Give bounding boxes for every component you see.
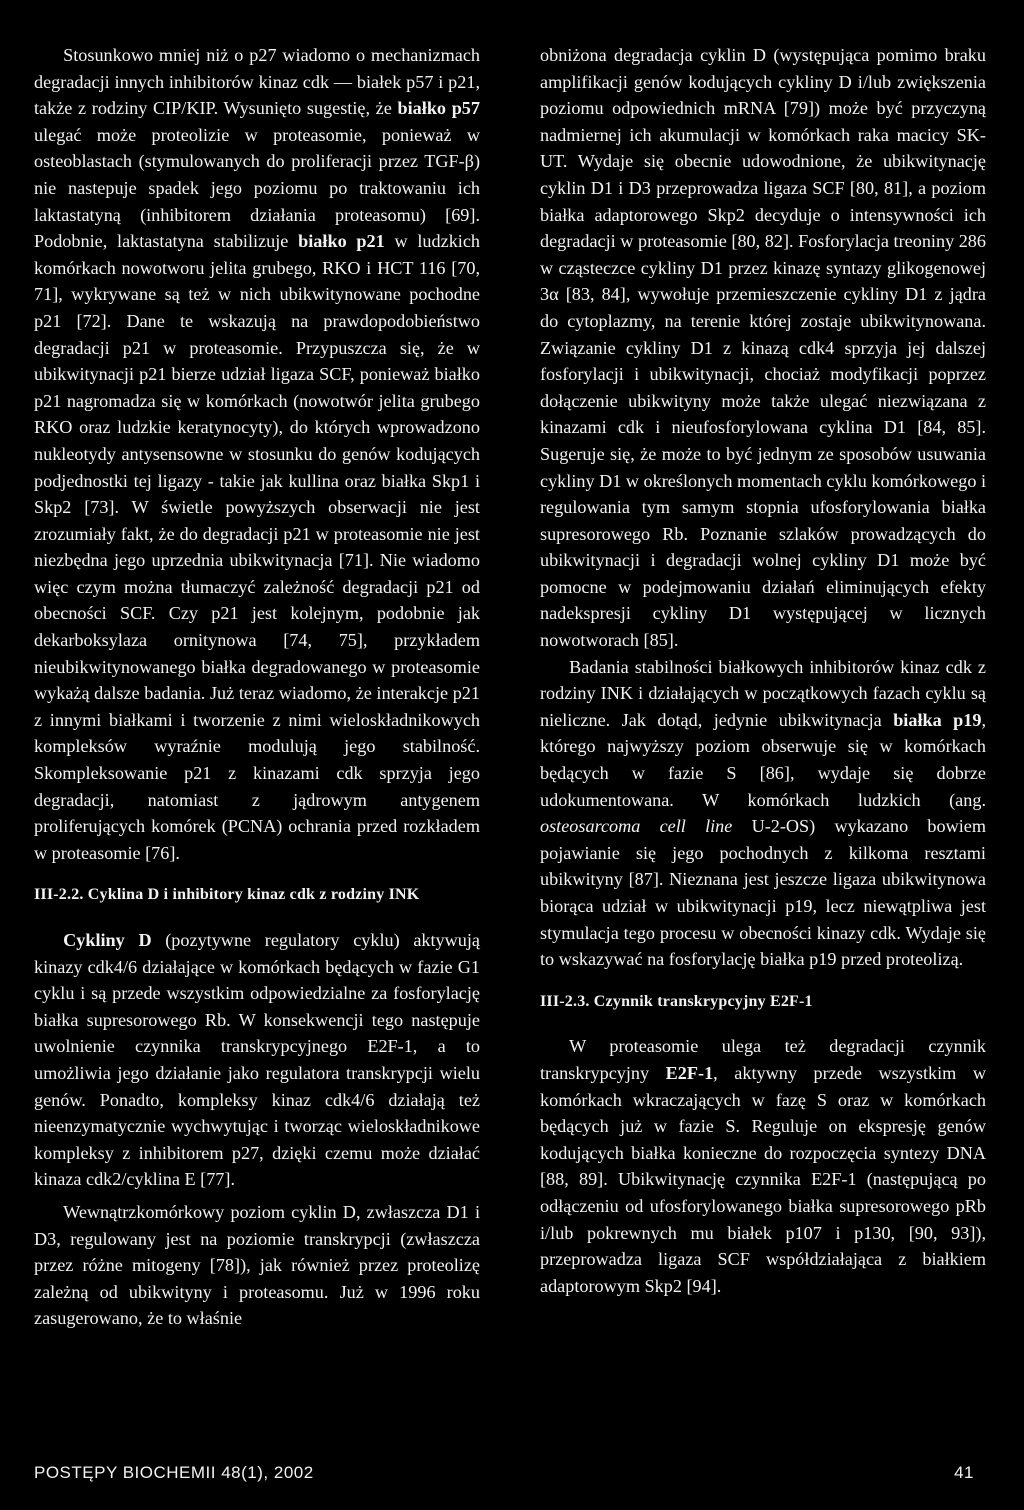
- text-run: U-2-OS) wykazano bowiem pojawianie się jego pochodnych z kilkoma resztami ubikwityny [87]. Nieznana jest jeszcze ligaza ubikwitynowa biorąca udział w ubikwitynacji p19, lecz niewątpliwa jest stymulacja tego procesu w obecności kinazy cdk. Wydaje się to wskazywać na fosforylację białka p19 przed proteolizą.: [540, 816, 986, 970]
- journal-citation: POSTĘPY BIOCHEMII 48(1), 2002: [34, 1463, 314, 1482]
- page-footer: [34, 1463, 974, 1483]
- paragraph-p57-p21: [34, 42, 480, 866]
- text-run: (pozytywne regulatory cyklu) aktywują kinazy cdk4/6 działające w komórkach będących w fazie G1 cyklu i są przede wszystkim odpowiedzialne za fosforylację białka supresorowego Rb. W konsekwencji tego następuje uwolnienie czynnika transkrypcyjnego E2F-1, a to umożliwia jego działanie jako regulatora transkrypcji wielu genów. Ponadto, kompleksy kinaz cdk4/6 działają też nieenzymatycznie wychwytując i tworząc wieloskładnikowe kompleksy z inhibitorem p27, dzięki czemu może działać kinaza cdk2/cyklina E [77].: [34, 930, 480, 1190]
- paragraph-e2f1: [540, 1033, 986, 1299]
- text-run: , aktywny przede wszystkim w komórkach wkraczających w fazę S oraz w komórkach będących już w fazie S. Reguluje on ekspresję genów kodujących białka konieczne do rozpoczęcia syntezy DNA [88, 89]. Ubikwitynację czynnika E2F-1 (następującą po odłączeniu od ufosforylowanego białka supresorowego pRb i/lub pokrewnych mu białek p107 i p130, [90, 93]), przeprowadza ligaza SCF współdziałająca z białkiem adaptorowym Skp2 [94].: [540, 1062, 986, 1296]
- section-heading-e2f1: III-2.3. Czynnik transkrypcyjny E2F-1: [540, 992, 813, 1010]
- bold-term: Cykliny D: [63, 930, 152, 950]
- right-column: [540, 42, 986, 1299]
- italic-term: osteosarcoma cell line: [540, 816, 733, 837]
- section-heading-cyclin-d: III-2.2. Cyklina D i inhibitory kinaz cdk z rodziny INK: [34, 886, 420, 904]
- text-run: Badania stabilności białkowych inhibitorów kinaz cdk z rodziny INK i działających w początkowych fazach cyklu są nieliczne. Jak dotąd, jedynie ubikwitynacja: [540, 656, 986, 730]
- paragraph-cyclin-d: [34, 927, 480, 1193]
- text-run: W proteasomie ulega też degradacji czynnik transkrypcyjny: [540, 1036, 986, 1083]
- text-run: w ludzkich komórkach nowotworu jelita grubego, RKO i HCT 116 [70, 71], wykrywane są też w nich ubikwitynowane pochodne p21 [72]. Dane te wskazują na prawdopodobieństwo degradacji p21 w proteasomie. Przypuszcza się, że w ubikwitynacji p21 bierze udział ligaza SCF, ponieważ białko p21 nagromadza się w komórkach (nowotwór jelita grubego RKO oraz ludzkie keratynocyty), do których wprowadzono nukleotydy antysensowne w stosunku do genów kodujących podjednostki tej ligazy - takie jak kullina oraz białka Skp1 i Skp2 [73]. W świetle powyższych obserwacji nie jest zrozumiały fakt, że do degradacji p21 w proteasomie nie jest niezbędna jego uprzednia ubikwitynacja [71]. Nie wiadomo więc czym można tłumaczyć zależność degradacji p21 od obecności SCF. Czy p21 jest kolejnym, podobnie jak dekarboksylaza ornitynowa [74, 75], przykładem nieubikwitynowanego białka degradowanego w proteasomie wykażą dalsze badania. Już teraz wiadomo, że interakcje p21 z innymi białkami i tworzenie z nimi wieloskładnikowych kompleksów wyraźnie modulują jego stabilność. Skompleksowanie p21 z kinazami cdk sprzyja jego degradacji, natomiast z jądrowym antygenem proliferujących komórek (PCNA) ochrania przed rozkładem w proteasomie [76].: [34, 231, 481, 863]
- page-number: 41: [954, 1463, 974, 1482]
- paragraph-cyclin-d-degradation: obniżona degradacja cyklin D (występująca pomimo braku amplifikacji genów kodujących cykliny D i/lub zwiększenia poziomu odpowiednich mRNA [79]) może być przyczyną nadmiernej ich akumulacji w komórkach raka macicy SK-UT. Wydaje się obecnie udowodnione, że ubikwitynację cyklin D1 i D3 przeprowadza ligaza SCF [80, 81], a poziom białka adaptorowego Skp2 decyduje o intensywności ich degradacji w proteasomie [80, 82]. Fosforylacja treoniny 286 w cząsteczce cykliny D1 przez kinazę syntazy glikogenowej 3α [83, 84], wywołuje przemieszczenie cykliny D1 z jądra do cytoplazmy, na terenie której zostaje ubikwitynowana. Związanie cykliny D1 z kinazą cdk4 sprzyja jej dalszej fosforylacji i ubikwitynacji, chociaż modyfikacji poprzez dołączenie ubikwityny może także ulegać niezwiązana z kinazami cdk i nieufosforylowana cyklina D1 [84, 85]. Sugeruje się, że może to być jednym ze sposobów usuwania cykliny D1 w określonych momentach cyklu komórkowego i regulowania tym samym stopnia ufosforylowania białka supresorowego Rb. Poznanie szlaków prowadzących do ubikwitynacji i degradacji wolnej cykliny D1 może być pomocne w podejmowaniu działań eliminujących efekty nadekspresji cykliny D1 występującej w licznych nowotworach [85].: [540, 45, 987, 651]
- bold-term: białka p19: [893, 709, 982, 730]
- paragraph-ink-inhibitors: [540, 654, 986, 973]
- bold-term: E2F-1: [665, 1062, 714, 1083]
- text-run: , którego najwyższy poziom obserwuje się w komórkach będących w fazie S [86], wydaje się dobrze udokumentowana. W komórkach ludzkich (ang.: [540, 709, 987, 810]
- text-run: ulegać może proteolizie w proteasomie, ponieważ w osteoblastach (stymulowanych do proliferacji przez TGF-β) nie nastepuje spadek jego poziomu po traktowaniu ich laktastatyną (inhibitorem działania proteasomu) [69]. Podobnie, laktastatyna stabilizuje: [34, 124, 480, 252]
- text-run: Stosunkowo mniej niż o p27 wiadomo o mechanizmach degradacji innych inhibitorów kinaz cdk — białek p57 i p21, także z rodziny CIP/KIP. Wysunięto sugestię, że: [34, 45, 480, 119]
- bold-term: białko p21: [298, 231, 385, 252]
- paragraph-cyclin-d-level: Wewnątrzkomórkowy poziom cyklin D, zwłaszcza D1 i D3, regulowany jest na poziomie transkrypcji (zwłaszcza przez różne mitogeny [78]), jak również przez proteolizę zależną od ubikwityny i proteasomu. Już w 1996 roku zasugerowano, że to właśnie: [34, 1201, 480, 1329]
- bold-term: białko p57: [397, 98, 480, 119]
- left-column: [34, 42, 480, 1332]
